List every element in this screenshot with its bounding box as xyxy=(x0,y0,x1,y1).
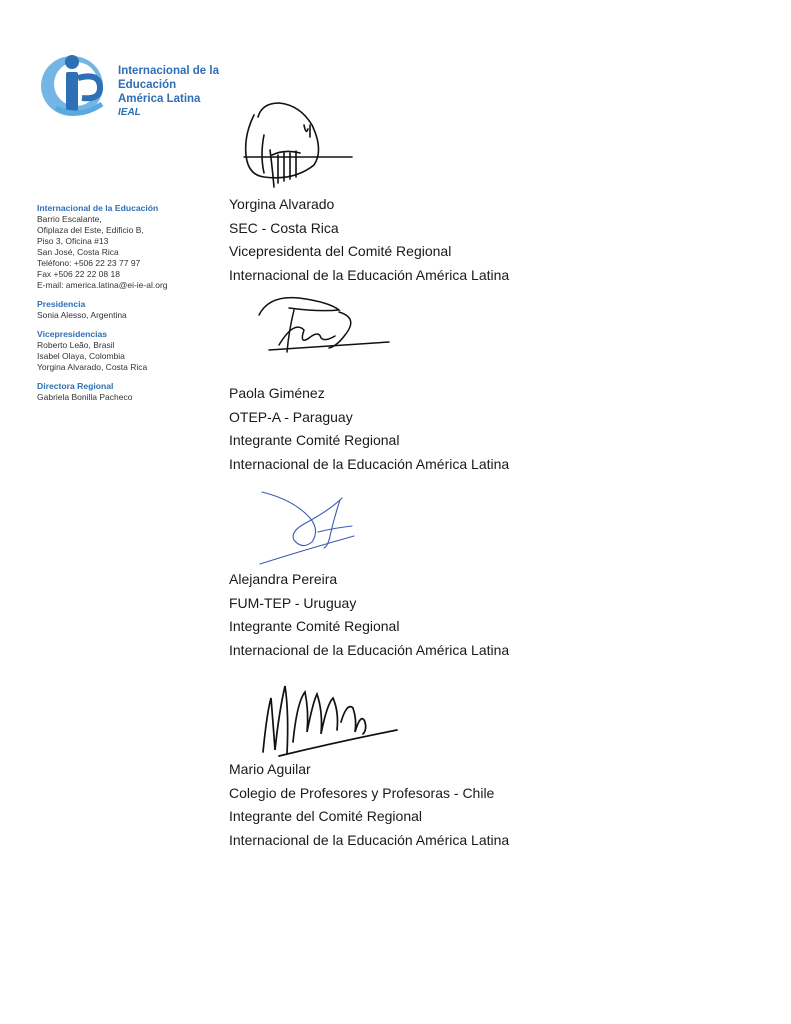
logo-title-line1: Internacional de la Educación xyxy=(118,65,219,91)
signature-image xyxy=(234,95,364,195)
director-heading: Directora Regional xyxy=(37,381,114,391)
ieal-logo-mark xyxy=(38,48,113,123)
office-heading: Internacional de la Educación xyxy=(37,203,159,213)
presidency-block xyxy=(37,299,217,321)
signer-name: Alejandra Pereira xyxy=(229,571,338,587)
vicepresidency-heading: Vicepresidencias xyxy=(37,329,108,339)
signer-institution: Internacional de la Educación América Latina xyxy=(229,831,510,848)
director-block xyxy=(37,381,217,403)
signer-name: Mario Aguilar xyxy=(229,761,311,777)
vicepresident-name: Isabel Olaya, Colombia xyxy=(37,351,125,361)
office-contact-block xyxy=(37,203,217,291)
logo-acronym: IEAL xyxy=(118,107,141,118)
signer-institution: Internacional de la Educación América Latina xyxy=(229,455,510,472)
signer-institution: Internacional de la Educación América Latina xyxy=(229,266,510,283)
signer-name: Paola Giménez xyxy=(229,385,325,401)
address-line: Ofiplaza del Este, Edificio B, xyxy=(37,225,144,235)
signature-image xyxy=(257,672,407,760)
president-name: Sonia Alesso, Argentina xyxy=(37,310,127,320)
address-line: San José, Costa Rica xyxy=(37,247,119,257)
logo-title-line2: América Latina xyxy=(118,93,201,105)
vicepresident-name: Roberto Leão, Brasil xyxy=(37,340,115,350)
signature-image xyxy=(249,290,399,365)
signer-institution: Internacional de la Educación América Latina xyxy=(229,641,510,658)
email-line: E-mail: america.latina@ei-ie-al.org xyxy=(37,280,168,290)
phone-line: Teléfono: +506 22 23 77 97 xyxy=(37,258,141,268)
signer-organization: FUM-TEP - Uruguay xyxy=(229,594,357,611)
signer-role: Integrante Comité Regional xyxy=(229,432,400,448)
signer-organization: SEC - Costa Rica xyxy=(229,219,339,236)
letterhead-sidebar xyxy=(37,203,217,411)
address-line: Piso 3, Oficina #13 xyxy=(37,236,109,246)
signer-organization: Colegio de Profesores y Profesoras - Chile xyxy=(229,784,495,801)
fax-line: Fax +506 22 22 08 18 xyxy=(37,269,120,279)
director-name: Gabriela Bonilla Pacheco xyxy=(37,392,133,402)
signer-role: Vicepresidenta del Comité Regional xyxy=(229,243,452,259)
signer-organization: OTEP-A - Paraguay xyxy=(229,408,353,425)
address-line: Barrio Escalante, xyxy=(37,214,102,224)
signature-image xyxy=(254,488,374,568)
signer-role: Integrante Comité Regional xyxy=(229,618,400,634)
signer-name: Yorgina Alvarado xyxy=(229,196,335,212)
presidency-heading: Presidencia xyxy=(37,299,86,309)
vicepresidency-block xyxy=(37,329,217,373)
vicepresident-name: Yorgina Alvarado, Costa Rica xyxy=(37,362,148,372)
signer-role: Integrante del Comité Regional xyxy=(229,808,423,824)
